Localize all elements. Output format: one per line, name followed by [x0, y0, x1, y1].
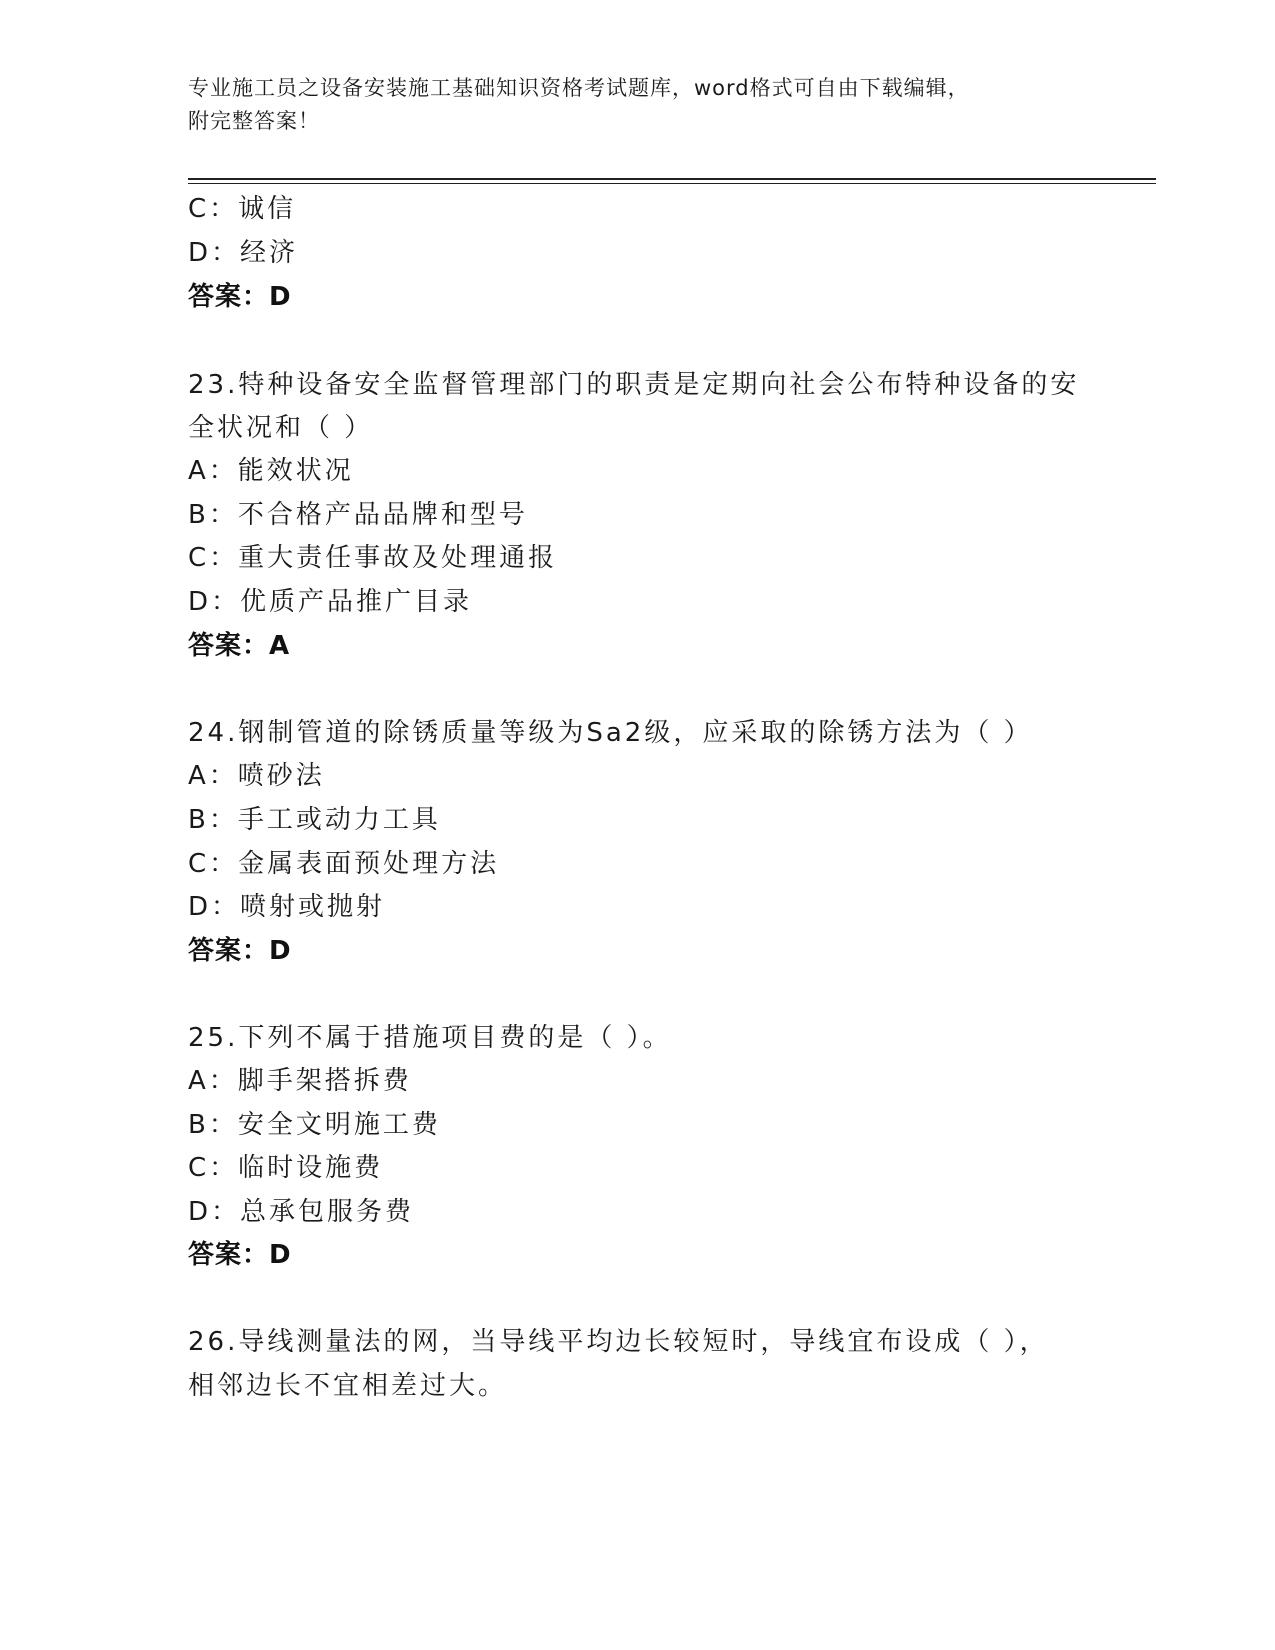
q22-option-c: C：诚信 [188, 194, 297, 224]
q24-option-a: A：喷砂法 [188, 761, 325, 791]
q25-option-a: A：脚手架搭拆费 [188, 1066, 412, 1096]
q23-option-c: C：重大责任事故及处理通报 [188, 543, 558, 573]
header-divider-thin [188, 183, 1156, 184]
q23-option-b: B：不合格产品品牌和型号 [188, 500, 528, 530]
q24-option-b: B：手工或动力工具 [188, 805, 441, 835]
q25-stem-line-1: 25.下列不属于措施项目费的是（ ）。 [188, 1023, 672, 1053]
q23-option-a: A：能效状况 [188, 456, 354, 486]
header-line-2: 附完整答案！ [188, 109, 320, 133]
q24-option-d: D：喷射或抛射 [188, 892, 386, 922]
header-divider-thick [188, 178, 1156, 180]
q22-answer: 答案：D [188, 282, 292, 312]
q24-answer: 答案：D [188, 936, 292, 966]
q25-answer: 答案：D [188, 1240, 292, 1270]
q24-option-c: C：金属表面预处理方法 [188, 849, 500, 879]
q25-option-b: B：安全文明施工费 [188, 1110, 441, 1140]
q25-option-c: C：临时设施费 [188, 1153, 384, 1183]
q23-stem-line-1: 23.特种设备安全监督管理部门的职责是定期向社会公布特种设备的安 [188, 370, 1080, 400]
page-header [188, 72, 1088, 138]
q23-stem-line-2: 全状况和（ ） [188, 413, 374, 443]
q23-answer: 答案：A [188, 631, 291, 661]
q23-option-d: D：优质产品推广目录 [188, 587, 473, 617]
header-line-1: 专业施工员之设备安装施工基础知识资格考试题库，word格式可自由下载编辑， [188, 76, 970, 100]
q22-option-d: D：经济 [188, 238, 299, 268]
q25-option-d: D：总承包服务费 [188, 1197, 415, 1227]
q26-stem-line-2: 相邻边长不宜相差过大。 [188, 1371, 508, 1401]
q26-stem-line-1: 26.导线测量法的网，当导线平均边长较短时，导线宜布设成（ ）， [188, 1327, 1049, 1357]
q24-stem-line-1: 24.钢制管道的除锈质量等级为Sa2级，应采取的除锈方法为（ ） [188, 718, 1033, 748]
